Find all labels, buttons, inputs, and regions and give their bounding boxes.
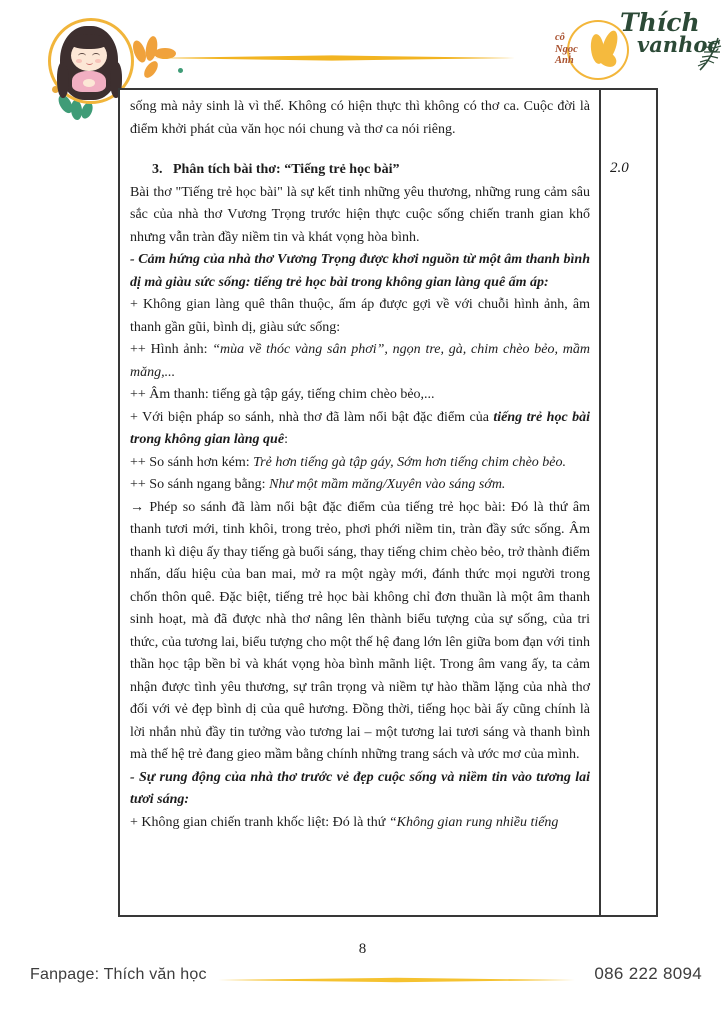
avatar-hair	[69, 34, 109, 49]
answer-paragraph: + Không gian chiến tranh khốc liệt: Đó là thứ “Không gian rung nhiều tiếng	[130, 814, 559, 830]
answer-paragraph: ++ Âm thanh: tiếng gà tập gáy, tiếng chim chèo bẻo,...	[130, 387, 435, 402]
badge-line: Ngọc	[555, 43, 578, 55]
answer-paragraph: + Không gian làng quê thân thuộc, ấm áp được gợi về với chuỗi hình ảnh, âm thanh gần gũi, bình dị, giàu sức sống:	[130, 297, 590, 335]
answer-paragraph: - Cảm hứng của nhà thơ Vương Trọng được khơi nguồn từ một âm thanh bình dị mà giàu sức sống: tiếng trẻ học bài trong không gian làng quê ấm áp:	[130, 252, 590, 290]
phone-number: 086 222 8094	[594, 964, 702, 983]
brand-logo	[620, 10, 720, 80]
answer-paragraph: ++ Hình ảnh: “mùa về thóc vàng sân phơi”, ngọn tre, gà, chim chèo bẻo, mầm măng,...	[130, 342, 590, 380]
answer-table	[118, 88, 658, 917]
teacher-badge	[545, 18, 631, 82]
avatar-mouth	[86, 60, 93, 65]
score-value: 2.0	[610, 160, 629, 176]
avatar-blush	[95, 59, 101, 63]
avatar-hand	[83, 79, 95, 87]
page-number: 8	[358, 941, 367, 957]
header-divider	[150, 55, 515, 61]
fanpage-label: Fanpage: Thích văn học	[30, 966, 207, 983]
badge-text	[555, 32, 578, 67]
avatar-hair	[57, 62, 69, 98]
answer-paragraph: - Sự rung động của nhà thơ trước vẻ đẹp cuộc sống và niềm tin vào tương lai tươi sáng:	[130, 769, 590, 807]
flower-icon	[141, 59, 160, 80]
answer-paragraph: ++ So sánh ngang bằng: Như một mầm măng/Xuyên vào sáng sớm.	[130, 477, 506, 492]
answer-paragraph: + Với biện pháp so sánh, nhà thơ đã làm nổi bật đặc điểm của tiếng trẻ học bài trong không gian làng quê:	[130, 409, 590, 447]
leaf-dot-icon	[178, 68, 183, 73]
score-cell	[599, 90, 656, 915]
answer-paragraph: → Phép so sánh đã làm nổi bật đặc điểm của tiếng trẻ học bài: Đó là thứ âm thanh tươi mới, tinh khôi, trong trẻo, phơi phới niềm tin, tràn đầy sức sống. Âm thanh kì diệu ấy thay tiếng gà buổi sáng, thay tiếng chim chèo bẻo, trở thành điểm nhấn, dấu hiệu của ban mai, mở ra một ngày mới, đánh thức mọi người trong chốn thôn quê. Đặc biệt, tiếng trẻ học bài không chỉ đơn thuần là một âm thanh sinh hoạt, mà đã được nhà thơ nâng lên thành biểu tượng của sự sống, của tri thức, của tương lai, biểu tượng cho một thế hệ đang lớn lên giữa bom đạn với tinh thần học tập bền bỉ và khát vọng hòa bình mãnh liệt. Trong âm vang ấy, ta cảm nhận được tình yêu thương, sự trân trọng và niềm tự hào thầm lặng của nhà thơ đối với vẻ đẹp bình dị của quê hương. Đồng thời, tiếng học bài ấy cũng chính là lời nhắn nhủ đầy tin tưởng vào tương lai – một tương lai tươi sáng và thanh bình mà thế hệ trẻ đang gieo mầm bằng chính những trang sách và ước mơ của mình.	[130, 499, 590, 762]
answer-paragraph: Bài thơ "Tiếng trẻ học bài" là sự kết tinh những yêu thương, những rung cảm sâu sắc của nhà thơ Vương Trọng trước hiện thực cuộc sống chiến tranh gian khổ nhưng vẫn tràn đầy niềm tin và khát vọng hòa bình.	[130, 184, 590, 245]
answer-content-cell	[120, 90, 599, 915]
answer-paragraph: sống mà nảy sinh là vì thế. Không có hiện thực thì không có thơ ca. Cuộc đời là điểm khởi phát của văn học nói chung và thơ ca nói riêng.	[130, 99, 590, 137]
fern-leaf-icon	[694, 36, 722, 72]
avatar-blush	[76, 59, 82, 63]
footer-divider	[218, 977, 575, 983]
brand-logo-word: vanhoc	[637, 32, 721, 57]
brand-logo-text: Thích	[620, 8, 700, 37]
answer-paragraph: ++ So sánh hơn kém: Trẻ hơn tiếng gà tập gáy, Sớm hơn tiếng chim chèo bẻo.	[130, 454, 567, 470]
badge-line: Anh	[555, 55, 574, 66]
badge-line: cô	[555, 32, 565, 43]
section-heading: 3. Phân tích bài thơ: “Tiếng trẻ học bài”	[152, 162, 400, 177]
